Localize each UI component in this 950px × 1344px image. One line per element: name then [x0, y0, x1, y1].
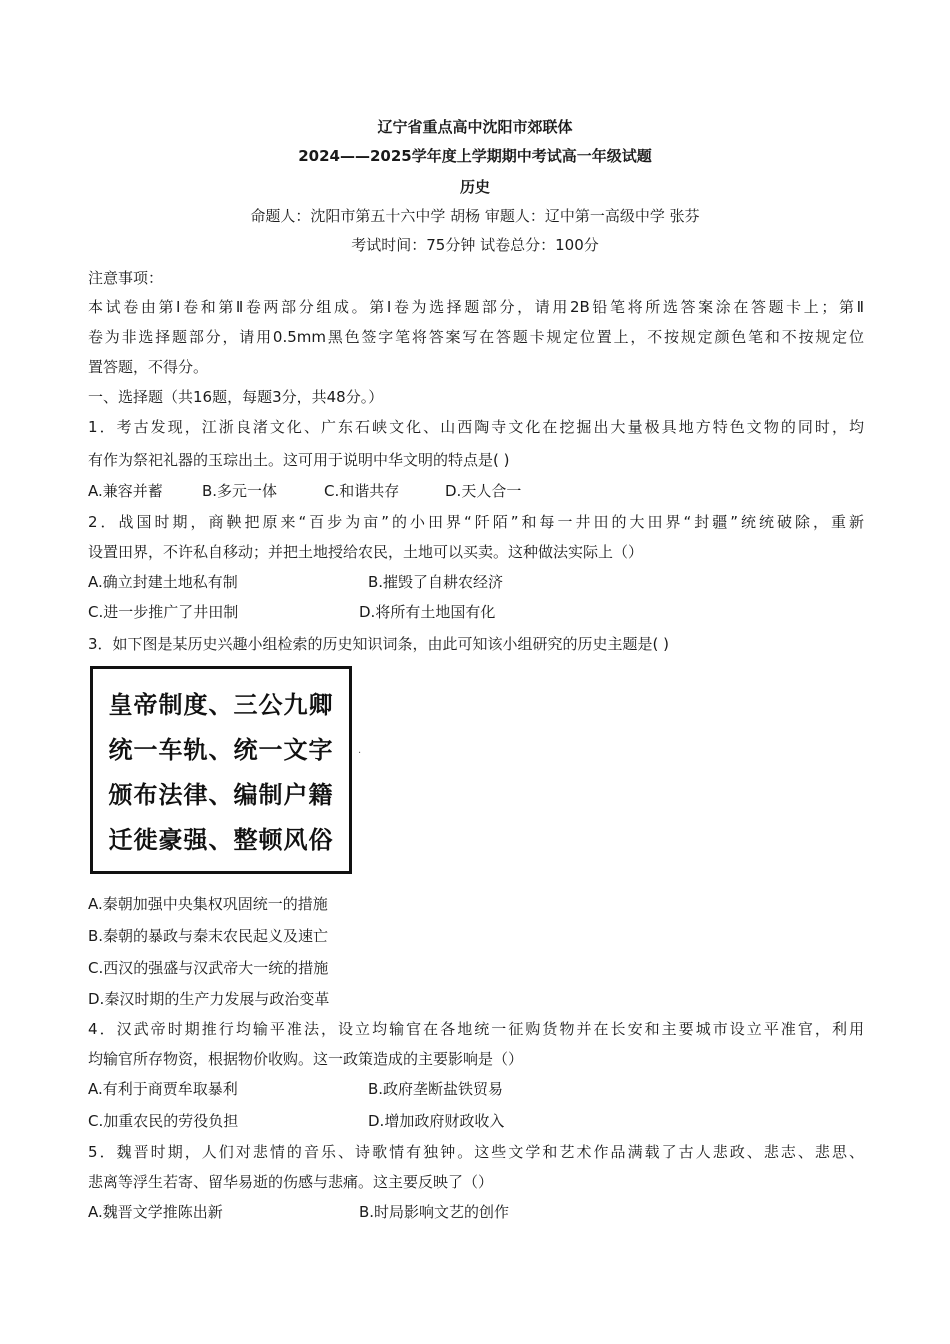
question-3-option-d: D.秦汉时期的生产力发展与政治变革: [88, 990, 330, 1008]
exam-title-line2: 2024——2025学年度上学期期中考试高一年级试题: [298, 147, 652, 165]
notice-line: 本试卷由第Ⅰ卷和第Ⅱ卷两部分组成。第Ⅰ卷为选择题部分，请用2B铅笔将所选答案涂在答题卡上；第Ⅱ: [88, 298, 864, 316]
question-2-text: 2．战国时期，商鞅把原来“百步为亩”的小田界“阡陌”和每一井田的大田界“封疆”统统破除，重新: [88, 513, 864, 531]
question-5-option-b: B.时局影响文艺的创作: [359, 1203, 510, 1221]
question-5-text: 悲离等浮生若寄、留华易逝的伤感与悲痛。这主要反映了（）: [88, 1173, 494, 1191]
notice-line: 卷为非选择题部分，请用0.5mm黑色签字笔将答案写在答题卡规定位置上，不按规定颜色笔和不按规定位: [88, 328, 864, 346]
question-2-option-b: B.摧毁了自耕农经济: [368, 573, 504, 591]
question-1-option-c: C.和谐共存: [324, 482, 400, 500]
question-1-option-b: B.多元一体: [202, 482, 278, 500]
question-4-option-b: B.政府垄断盐铁贸易: [368, 1080, 504, 1098]
figure-keyword-line: 颁布法律、编制户籍: [108, 781, 334, 809]
question-2-option-a: A.确立封建土地私有制: [88, 573, 238, 591]
figure-keyword-line: 迁徙豪强、整顿风俗: [108, 826, 334, 854]
authors-line: 命题人：沈阳市第五十六中学 胡杨 审题人：辽中第一高级中学 张芬: [250, 207, 700, 225]
exam-info-line: 考试时间：75分钟 试卷总分：100分: [351, 236, 599, 254]
history-keywords-figure: [90, 666, 352, 874]
exam-title-line1: 辽宁省重点高中沈阳市郊联体: [377, 118, 573, 136]
question-3-option-c: C.西汉的强盛与汉武帝大一统的措施: [88, 959, 329, 977]
question-4-text: 均输官所存物资，根据物价收购。这一政策造成的主要影响是（）: [88, 1050, 524, 1068]
question-5-text: 5．魏晋时期，人们对悲情的音乐、诗歌情有独钟。这些文学和艺术作品满载了古人悲政、悲志、悲思、: [88, 1143, 864, 1161]
question-1-text: 有作为祭祀礼器的玉琮出土。这可用于说明中华文明的特点是( ): [88, 451, 510, 469]
question-3-option-b: B.秦朝的暴政与秦末农民起义及速亡: [88, 927, 329, 945]
subject-title: 历史: [459, 178, 490, 196]
question-4-text: 4．汉武帝时期推行均输平准法，设立均输官在各地统一征购货物并在长安和主要城市设立平准官，利用: [88, 1020, 864, 1038]
question-1-option-d: D.天人合一: [445, 482, 522, 500]
question-4-option-c: C.加重农民的劳役负担: [88, 1112, 239, 1130]
section-heading: 一、选择题（共16题，每题3分，共48分。）: [88, 388, 384, 406]
question-2-option-c: C.进一步推广了井田制: [88, 603, 239, 621]
question-4-option-d: D.增加政府财政收入: [368, 1112, 505, 1130]
question-1-text: 1．考古发现，江浙良渚文化、广东石峡文化、山西陶寺文化在挖掘出大量极具地方特色文物的同时，均: [88, 418, 864, 436]
question-4-option-a: A.有利于商贾牟取暴利: [88, 1080, 238, 1098]
question-2-option-d: D.将所有土地国有化: [359, 603, 496, 621]
question-1-option-a: A.兼容并蓄: [88, 482, 163, 500]
figure-keyword-line: 皇帝制度、三公九卿: [108, 691, 334, 719]
question-3-text: 3．如下图是某历史兴趣小组检索的历史知识词条，由此可知该小组研究的历史主题是( ): [88, 635, 670, 653]
question-3-option-a: A.秦朝加强中央集权巩固统一的措施: [88, 895, 328, 913]
scan-dot: ·: [358, 748, 362, 759]
notice-line: 置答题，不得分。: [88, 358, 209, 376]
question-2-text: 设置田界，不许私自移动；并把土地授给农民，土地可以买卖。这种做法实际上（）: [88, 543, 644, 561]
notice-heading: 注意事项：: [88, 269, 164, 287]
figure-keyword-line: 统一车轨、统一文字: [108, 736, 334, 764]
question-5-option-a: A.魏晋文学推陈出新: [88, 1203, 223, 1221]
